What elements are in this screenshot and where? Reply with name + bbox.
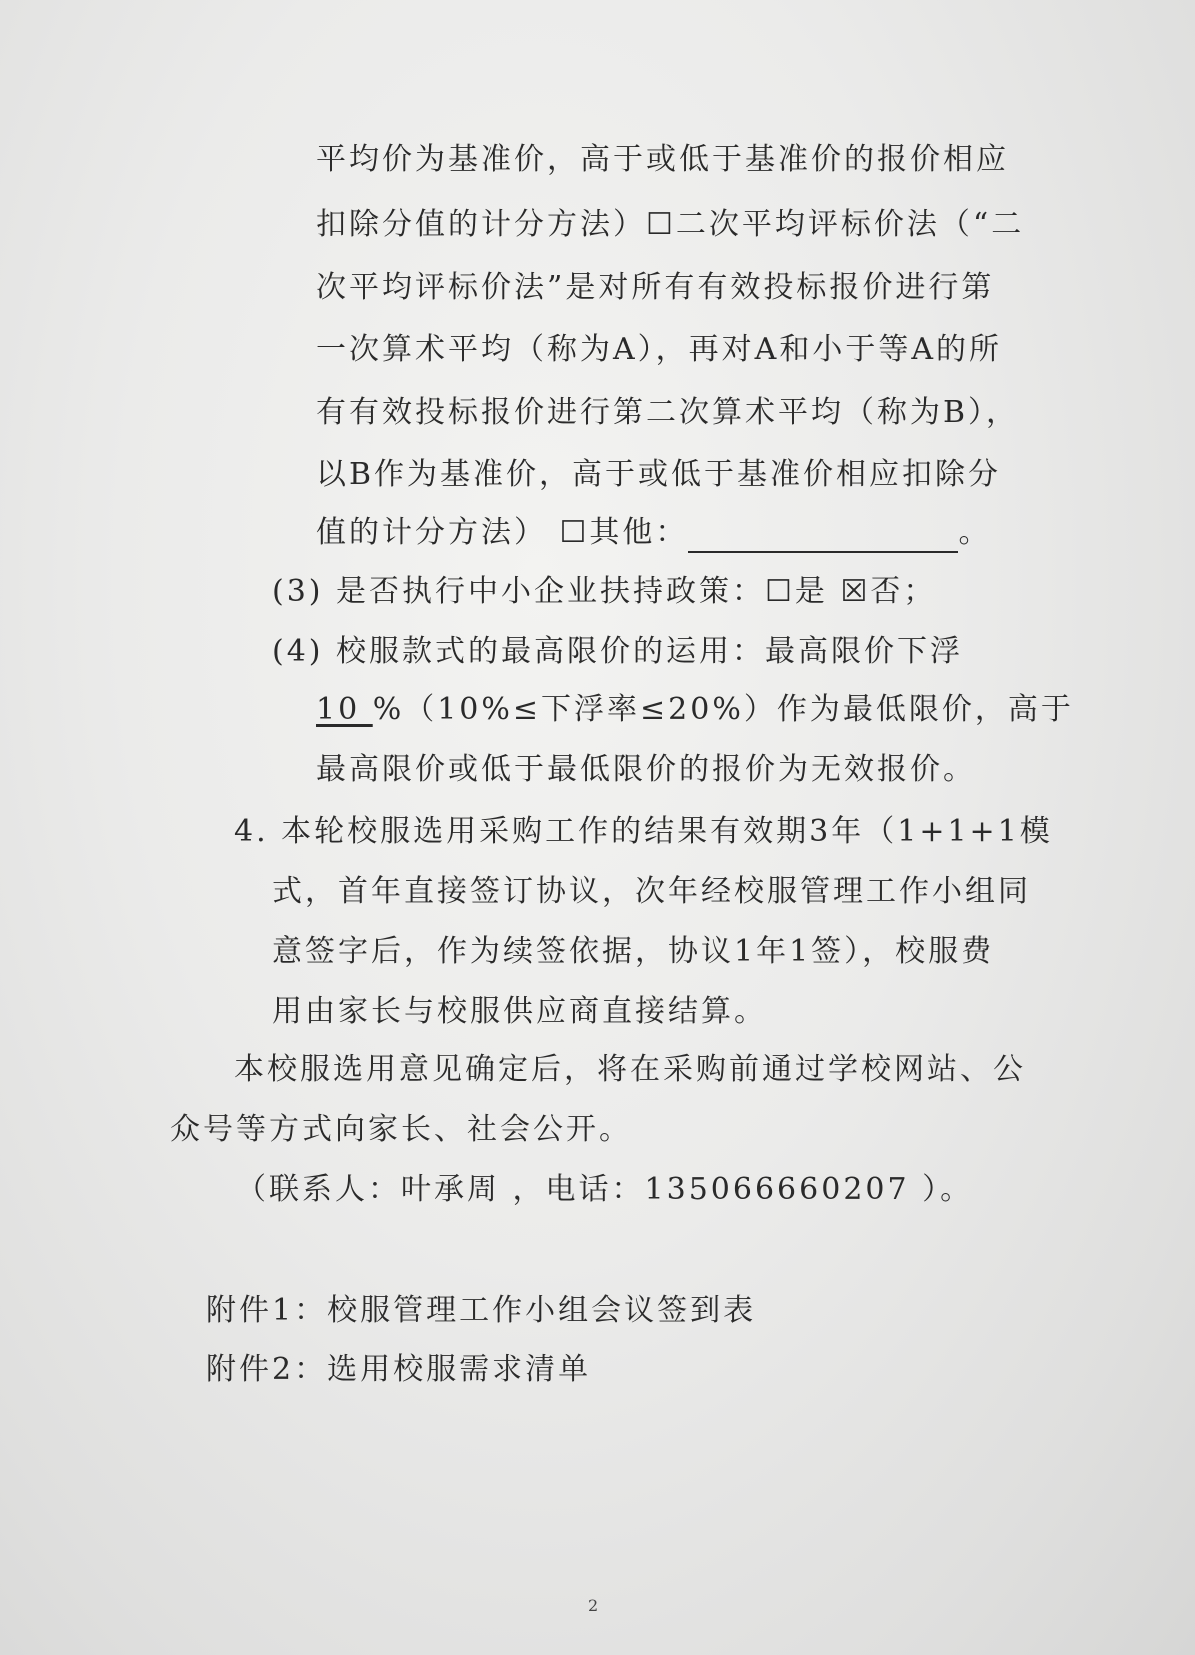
float-rate-text: %（10%≤下浮率≤20%）作为最低限价，高于 [372,692,1074,727]
evaluation-text-line-2: 扣除分值的计分方法）☐二次平均评标价法（“二 [316,207,1025,242]
attachment-1: 附件1：校服管理工作小组会议签到表 [206,1293,757,1328]
evaluation-text-line-6: 以B作为基准价，高于或低于基准价相应扣除分 [316,457,1002,492]
item-4-line-3: 最高限价或低于最低限价的报价为无效报价。 [316,752,976,787]
item-4-line-1: (4) 校服款式的最高限价的运用：最高限价下浮 [272,634,964,669]
clause-4-line-2: 式，首年直接签订协议，次年经校服管理工作小组同 [272,874,1031,909]
clause-4-line-1: 4. 本轮校服选用采购工作的结果有效期3年（1+1+1模 [234,814,1053,849]
evaluation-other-label: 值的计分方法） ☐其他： [316,515,689,550]
closing-line-2: 众号等方式向家长、社会公开。 [170,1112,632,1147]
contact-info: （联系人：叶承周 ，电话：13506666020​7 ）。 [236,1172,974,1207]
closing-line-1: 本校服选用意见确定后，将在采购前通过学校网站、公 [234,1052,1026,1087]
clause-4-line-3: 意签字后，作为续签依据，协议1年1签），校服费 [272,934,995,969]
other-method-blank [688,519,958,553]
item-3-small-business-policy: (3) 是否执行中小企业扶持政策：☐是 ☒否； [272,574,937,609]
item-4-line-2 [316,690,1074,730]
evaluation-line-end: 。 [958,515,992,550]
page-number: 2 [588,1596,599,1615]
evaluation-text-line-3: 次平均评标价法”是对所有有效投标报价进行第 [316,270,995,305]
evaluation-text-line-5: 有有效投标报价进行第二次算术平均（称为B）， [316,395,1020,430]
attachment-2: 附件2：选用校服需求清单 [206,1352,592,1387]
evaluation-text-line-1: 平均价为基准价，高于或低于基准价的报价相应 [316,142,1009,177]
evaluation-text-line-7 [316,513,991,553]
evaluation-text-line-4: 一次算术平均（称为A），再对A和小于等A的所 [316,332,1002,367]
float-rate-value: 10 [316,692,373,727]
clause-4-line-4: 用由家长与校服供应商直接结算。 [272,994,767,1029]
